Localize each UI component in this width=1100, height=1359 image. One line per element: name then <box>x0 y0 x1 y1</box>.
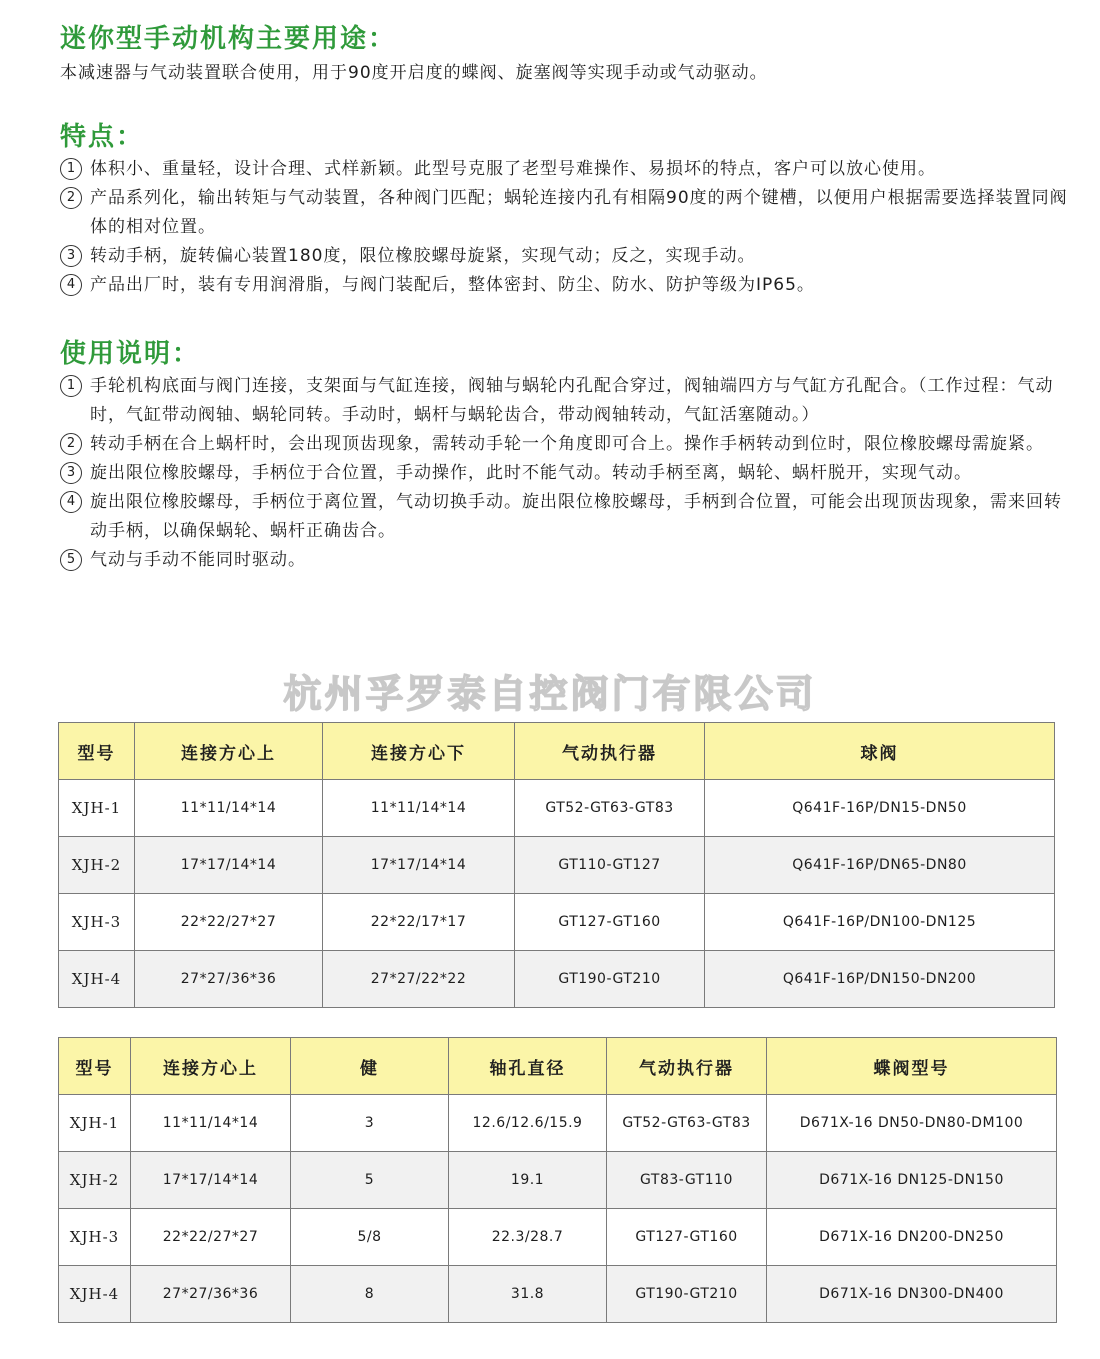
cell-actuator: GT127-GT160 <box>607 1209 767 1266</box>
features-heading: 特点： <box>60 122 145 152</box>
header-model: 型号 <box>59 1038 131 1095</box>
header-butterfly-model: 蝶阀型号 <box>767 1038 1057 1095</box>
cell-ball-valve: Q641F-16P/DN15-DN50 <box>705 780 1055 837</box>
cell-bore-diameter: 19.1 <box>449 1152 607 1209</box>
cell-model: XJH-4 <box>59 1266 131 1323</box>
instruction-text: 旋出限位橡胶螺母，手柄位于离位置，气动切换手动。旋出限位橡胶螺母，手柄到合位置，可能会出现顶齿现象，需来回转动手柄，以确保蜗轮、蜗杆正确齿合。 <box>90 492 1062 541</box>
cell-actuator: GT127-GT160 <box>515 894 705 951</box>
instruction-item <box>60 372 1070 430</box>
instruction-text: 转动手柄在合上蜗杆时，会出现顶齿现象，需转动手轮一个角度即可合上。操作手柄转动到位时，限位橡胶螺母需旋紧。 <box>90 434 1044 454</box>
usage-heading: 迷你型手动机构主要用途： <box>60 24 397 54</box>
cell-top-square: 17*17/14*14 <box>135 837 323 894</box>
feature-text: 产品出厂时，装有专用润滑脂，与阀门装配后，整体密封、防尘、防水、防护等级为IP65。 <box>90 275 815 295</box>
circled-number: 2 <box>60 187 82 209</box>
header-ball-valve: 球阀 <box>705 723 1055 780</box>
cell-actuator: GT83-GT110 <box>607 1152 767 1209</box>
cell-top-square: 17*17/14*14 <box>131 1152 291 1209</box>
feature-text: 产品系列化，输出转矩与气动装置，各种阀门匹配；蜗轮连接内孔有相隔90度的两个键槽，以便用户根据需要选择装置同阀体的相对位置。 <box>90 188 1068 237</box>
cell-actuator: GT190-GT210 <box>607 1266 767 1323</box>
cell-model: XJH-1 <box>59 780 135 837</box>
circled-number: 3 <box>60 245 82 267</box>
cell-bottom-square: 17*17/14*14 <box>323 837 515 894</box>
header-bottom-square: 连接方心下 <box>323 723 515 780</box>
circled-number: 2 <box>60 433 82 455</box>
instruction-text: 手轮机构底面与阀门连接，支架面与气缸连接，阀轴与蜗轮内孔配合穿过，阀轴端四方与气缸方孔配合。（工作过程：气动时，气缸带动阀轴、蜗轮同转。手动时，蜗杆与蜗轮齿合，带动阀轴转动，气缸活塞随动。） <box>90 376 1054 425</box>
table-row <box>59 1266 1057 1323</box>
table-row <box>59 951 1055 1008</box>
table-row <box>59 1152 1057 1209</box>
cell-model: XJH-3 <box>59 894 135 951</box>
cell-model: XJH-3 <box>59 1209 131 1266</box>
feature-item <box>60 155 1070 184</box>
cell-top-square: 11*11/14*14 <box>135 780 323 837</box>
circled-number: 1 <box>60 375 82 397</box>
header-bore-diameter: 轴孔直径 <box>449 1038 607 1095</box>
cell-actuator: GT190-GT210 <box>515 951 705 1008</box>
cell-actuator: GT52-GT63-GT83 <box>515 780 705 837</box>
table-header-row <box>59 1038 1057 1095</box>
feature-text: 转动手柄，旋转偏心装置180度，限位橡胶螺母旋紧，实现气动；反之，实现手动。 <box>90 246 756 266</box>
feature-item <box>60 184 1070 242</box>
cell-bottom-square: 11*11/14*14 <box>323 780 515 837</box>
cell-butterfly-model: D671X-16 DN125-DN150 <box>767 1152 1057 1209</box>
circled-number: 1 <box>60 158 82 180</box>
header-top-square: 连接方心上 <box>135 723 323 780</box>
cell-key: 8 <box>291 1266 449 1323</box>
cell-ball-valve: Q641F-16P/DN150-DN200 <box>705 951 1055 1008</box>
instruction-text: 旋出限位橡胶螺母，手柄位于合位置，手动操作，此时不能气动。转动手柄至离，蜗轮、蜗杆脱开，实现气动。 <box>90 463 972 483</box>
table-header-row <box>59 723 1055 780</box>
header-key: 健 <box>291 1038 449 1095</box>
feature-item <box>60 271 1070 300</box>
cell-bore-diameter: 22.3/28.7 <box>449 1209 607 1266</box>
cell-actuator: GT110-GT127 <box>515 837 705 894</box>
cell-bottom-square: 22*22/17*17 <box>323 894 515 951</box>
instructions-list <box>60 372 1070 575</box>
header-actuator: 气动执行器 <box>515 723 705 780</box>
cell-butterfly-model: D671X-16 DN200-DN250 <box>767 1209 1057 1266</box>
circled-number: 4 <box>60 274 82 296</box>
ball-valve-table <box>58 722 1055 1008</box>
instruction-item <box>60 430 1070 459</box>
instruction-item <box>60 488 1070 546</box>
cell-model: XJH-2 <box>59 1152 131 1209</box>
circled-number: 3 <box>60 462 82 484</box>
butterfly-valve-table <box>58 1037 1057 1323</box>
cell-top-square: 22*22/27*27 <box>135 894 323 951</box>
cell-actuator: GT52-GT63-GT83 <box>607 1095 767 1152</box>
cell-key: 3 <box>291 1095 449 1152</box>
instruction-item <box>60 546 1070 575</box>
header-top-square: 连接方心上 <box>131 1038 291 1095</box>
instruction-text: 气动与手动不能同时驱动。 <box>90 550 306 570</box>
cell-key: 5 <box>291 1152 449 1209</box>
feature-item <box>60 242 1070 271</box>
cell-butterfly-model: D671X-16 DN50-DN80-DM100 <box>767 1095 1057 1152</box>
header-model: 型号 <box>59 723 135 780</box>
cell-butterfly-model: D671X-16 DN300-DN400 <box>767 1266 1057 1323</box>
cell-model: XJH-2 <box>59 837 135 894</box>
cell-bore-diameter: 12.6/12.6/15.9 <box>449 1095 607 1152</box>
cell-ball-valve: Q641F-16P/DN100-DN125 <box>705 894 1055 951</box>
features-list <box>60 155 1070 300</box>
header-actuator: 气动执行器 <box>607 1038 767 1095</box>
instructions-heading: 使用说明： <box>60 339 201 369</box>
cell-model: XJH-1 <box>59 1095 131 1152</box>
table-row <box>59 1209 1057 1266</box>
cell-top-square: 22*22/27*27 <box>131 1209 291 1266</box>
table-row <box>59 1095 1057 1152</box>
cell-bore-diameter: 31.8 <box>449 1266 607 1323</box>
company-watermark: 杭州孚罗泰自控阀门有限公司 <box>283 672 817 716</box>
table-row <box>59 780 1055 837</box>
cell-key: 5/8 <box>291 1209 449 1266</box>
circled-number: 5 <box>60 549 82 571</box>
table-row <box>59 837 1055 894</box>
table-row <box>59 894 1055 951</box>
usage-text: 本减速器与气动装置联合使用，用于90度开启度的蝶阀、旋塞阀等实现手动或气动驱动。 <box>60 63 768 83</box>
instruction-item <box>60 459 1070 488</box>
cell-top-square: 27*27/36*36 <box>131 1266 291 1323</box>
cell-top-square: 27*27/36*36 <box>135 951 323 1008</box>
cell-bottom-square: 27*27/22*22 <box>323 951 515 1008</box>
cell-model: XJH-4 <box>59 951 135 1008</box>
circled-number: 4 <box>60 491 82 513</box>
cell-top-square: 11*11/14*14 <box>131 1095 291 1152</box>
cell-ball-valve: Q641F-16P/DN65-DN80 <box>705 837 1055 894</box>
feature-text: 体积小、重量轻，设计合理、式样新颖。此型号克服了老型号难操作、易损坏的特点，客户可以放心使用。 <box>90 159 936 179</box>
